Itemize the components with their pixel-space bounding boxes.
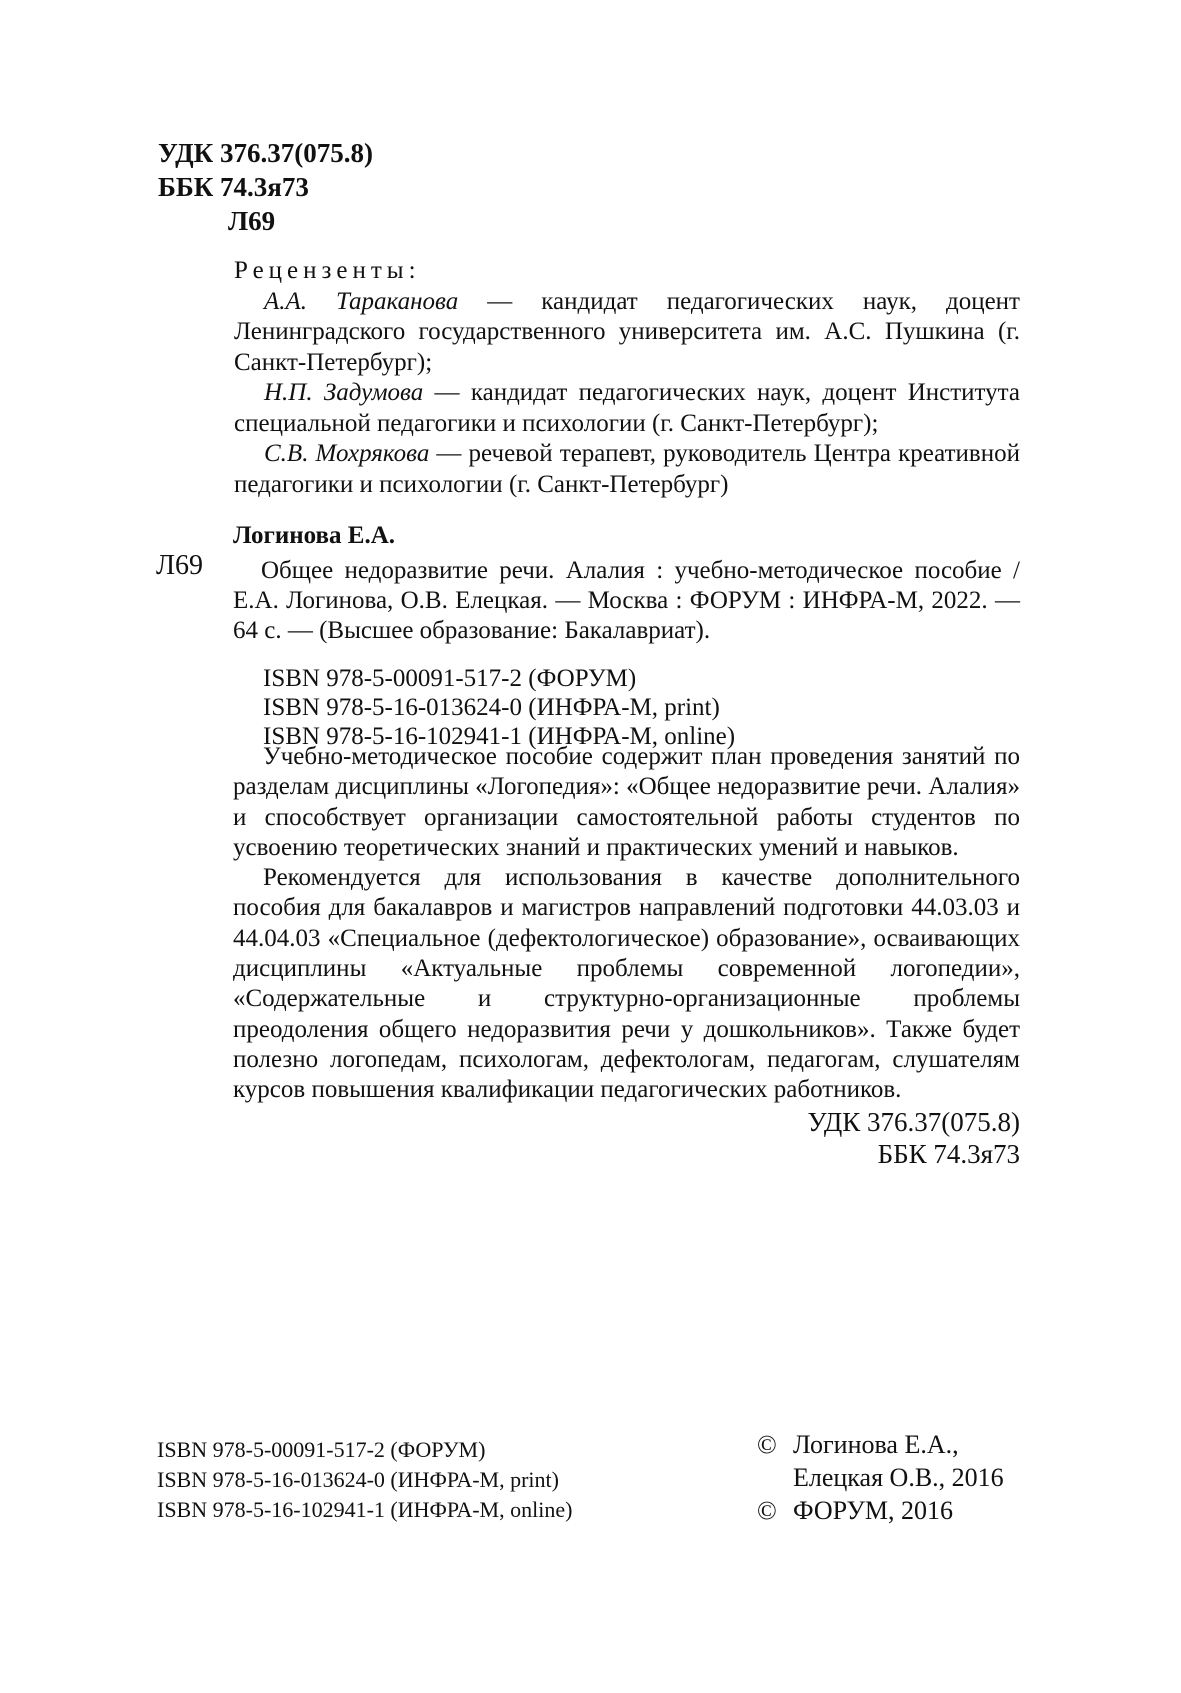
reviewers-title: Рецензенты: — [234, 257, 421, 284]
isbn-line: ISBN 978-5-16-102941-1 (ИНФРА-М, online) — [263, 723, 736, 750]
reviewer-name: А.А. Тараканова — [264, 287, 459, 315]
catalog-isbn-list — [263, 664, 735, 751]
bbk-code: ББК 74.3я73 — [158, 172, 309, 202]
abstract-paragraph: Рекомендуется для использования в качестве дополнительного пособия для бакалавров и магистров направлений подготовки 44.03.03 и 44.04.03 «Специальное (дефектологическое) образование», осваивающих дисциплины «Актуальные проблемы современной логопедии», «Содержательные и структурно-организационные проблемы преодоления общего недоразвития речи у дошкольников». Также будет полезно логопедам, психологам, дефектологам, педагогам, слушателям курсов повышения квалификации педагогических работников. — [233, 864, 1020, 1104]
reviewer-entry — [234, 378, 1020, 439]
reviewer-credentials: — кандидат педагогических наук, доцент Ленинградского государственного университета им. А.С. Пушкина (г. Санкт-Петербург); — [234, 287, 1020, 376]
isbn-line: ISBN 978-5-00091-517-2 (ФОРУМ) — [263, 665, 637, 692]
isbn-line: ISBN 978-5-16-013624-0 (ИНФРА-М, print) — [263, 694, 720, 721]
copyright-block — [757, 1428, 1004, 1527]
copyright-icon: © — [757, 1496, 777, 1525]
catalog-code: Л69 — [156, 550, 203, 581]
catalog-author: Логинова Е.А. — [233, 522, 396, 549]
isbn-line: ISBN 978-5-16-102941-1 (ИНФРА-М, online) — [157, 1497, 573, 1522]
copyright-holder: ФОРУМ, 2016 — [793, 1496, 953, 1525]
reviewer-name: С.В. Мохрякова — [264, 440, 430, 467]
abstract-paragraph: Учебно-методическое пособие содержит план проведения занятий по разделам дисциплины «Логопедия»: «Общее недоразвитие речи. Алалия» и способствует организации самостоятельной работы студентов по усвоению теоретических знаний и практических умений и навыков. — [233, 743, 1020, 861]
abstract-section — [233, 742, 1020, 1106]
reviewer-name: Н.П. Задумова — [264, 379, 424, 406]
isbn-line: ISBN 978-5-16-013624-0 (ИНФРА-М, print) — [157, 1467, 559, 1492]
isbn-line: ISBN 978-5-00091-517-2 (ФОРУМ) — [157, 1437, 486, 1462]
reviewers-section — [234, 256, 1020, 500]
reviewer-credentials: — речевой терапевт, руководитель Центра креативной педагогики и психологии (г. Санкт-Петербург) — [234, 440, 1020, 498]
copyright-holder: Елецкая О.В., 2016 — [793, 1463, 1004, 1492]
copyright-line — [757, 1494, 1004, 1527]
copyright-line — [757, 1428, 1004, 1461]
bottom-isbn-list — [157, 1435, 572, 1525]
bibliographic-description: Общее недоразвитие речи. Алалия : учебно-методическое пособие / Е.А. Логинова, О.В. Елецкая. — Москва : ФОРУМ : ИНФРА-М, 2022. — 64 с. — (Высшее образование: Бакалавриат). — [233, 557, 1020, 644]
reviewer-entry — [234, 439, 1020, 500]
copyright-holder: Логинова Е.А., — [793, 1430, 959, 1459]
copyright-icon: © — [757, 1430, 777, 1459]
author-sign: Л69 — [228, 206, 276, 236]
reviewer-credentials: — кандидат педагогических наук, доцент Института специальной педагогики и психологии (г. Санкт-Петербург); — [234, 379, 1020, 437]
reviewer-entry — [234, 287, 1020, 379]
bbk-code: ББК 74.3я73 — [877, 1139, 1020, 1169]
classification-codes-footer — [700, 1106, 1020, 1170]
udk-code: УДК 376.37(075.8) — [807, 1107, 1020, 1137]
classification-codes-header — [158, 136, 373, 238]
udk-code: УДК 376.37(075.8) — [158, 138, 373, 168]
